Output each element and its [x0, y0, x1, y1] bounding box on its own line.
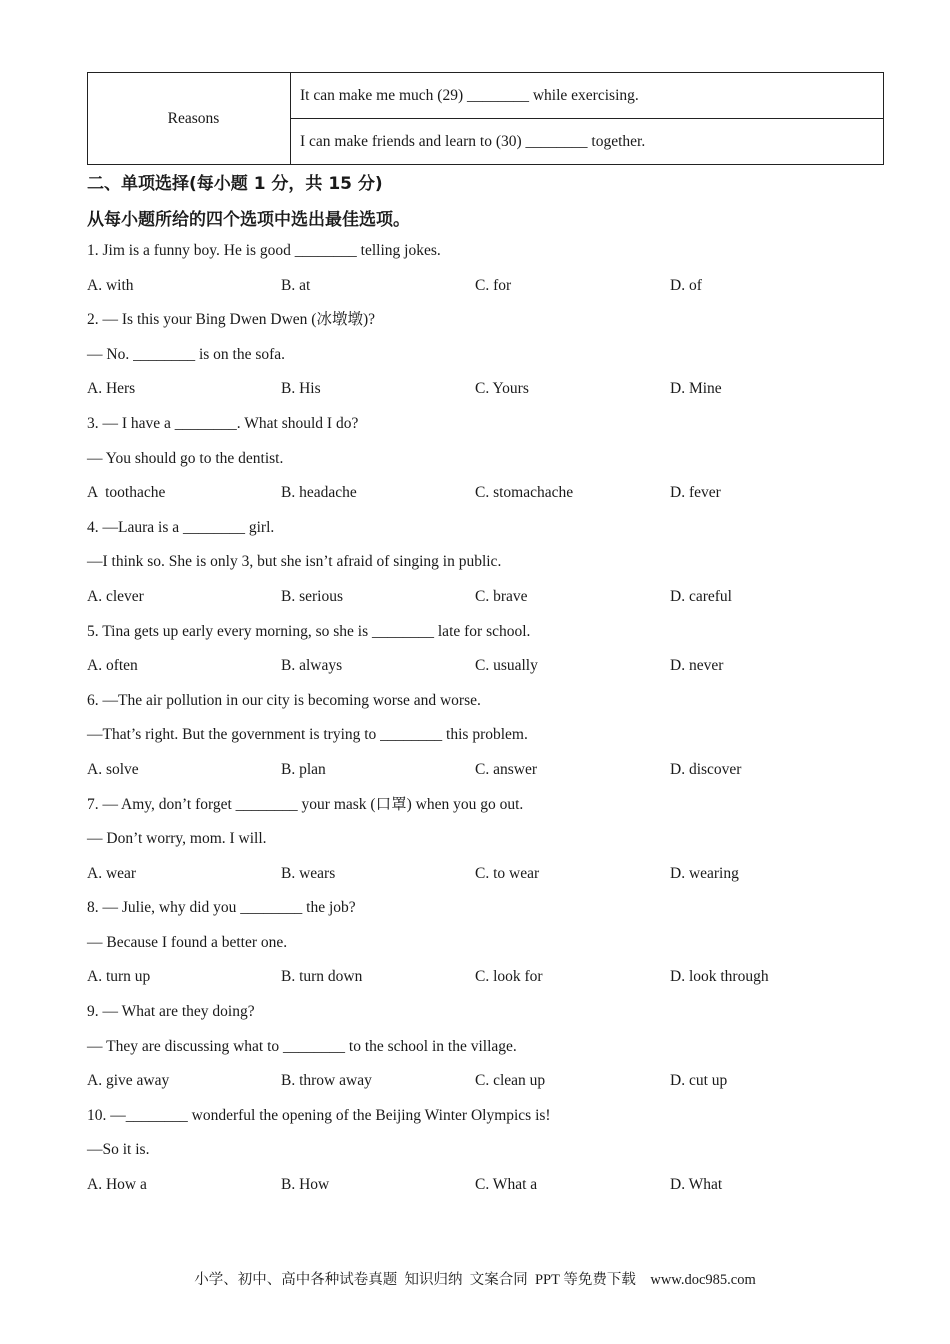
option-a: A. give away [87, 1072, 170, 1090]
option-a: A. Hers [87, 380, 136, 398]
question-dialogue-line: —That’s right. But the government is trying to ________ this problem. [87, 726, 528, 744]
question-list [87, 237, 867, 1206]
option-c: C. to wear [475, 864, 540, 882]
option-b: B. How [281, 1176, 330, 1194]
question-dialogue-line: —I think so. She is only 3, but she isn’t afraid of singing in public. [87, 553, 502, 571]
option-a: A. often [87, 657, 138, 675]
reason-row-30: I can make friends and learn to (30) ________ together. [291, 119, 884, 165]
option-c: C. look for [475, 968, 543, 986]
option-c: C. clean up [475, 1072, 546, 1090]
option-d: D. never [670, 657, 724, 675]
question-dialogue-line: —So it is. [87, 1141, 150, 1159]
option-c: C. brave [475, 587, 528, 605]
question-stem: 5. Tina gets up early every morning, so she is ________ late for school. [87, 622, 531, 640]
reason-row-29: It can make me much (29) ________ while exercising. [291, 73, 884, 119]
question-stem: 6. —The air pollution in our city is becoming worse and worse. [87, 691, 481, 709]
section-instruction: 从每小题所给的四个选项中选出最佳选项。 [87, 210, 410, 230]
option-d: D. careful [670, 587, 732, 605]
option-c: C. What a [475, 1176, 538, 1194]
question-stem: 1. Jim is a funny boy. He is good ________ telling jokes. [87, 242, 441, 259]
footer-text: 小学、初中、高中各种试卷真题 知识归纳 文案合同 PPT 等免费下载 www.doc985.com [194, 1272, 756, 1288]
question-5 [87, 618, 867, 687]
question-dialogue-line: — Don’t worry, mom. I will. [87, 830, 267, 848]
option-d: D. discover [670, 760, 742, 778]
question-4 [87, 514, 867, 618]
question-stem: 10. —________ wonderful the opening of the Beijing Winter Olympics is! [87, 1106, 551, 1124]
option-d: D. of [670, 276, 702, 294]
question-stem: 2. — Is this your Bing Dwen Dwen (冰墩墩)? [87, 311, 376, 329]
option-b: B. His [281, 380, 321, 398]
question-2 [87, 306, 867, 410]
answer-options [87, 860, 867, 895]
option-b: B. plan [281, 760, 326, 778]
option-d: D. cut up [670, 1072, 728, 1090]
option-d: D. What [670, 1176, 723, 1194]
answer-options [87, 1171, 867, 1206]
option-c: C. answer [475, 760, 537, 778]
reasons-label: Reasons [88, 73, 291, 165]
option-c: C. Yours [475, 380, 529, 398]
option-a: A. with [87, 276, 134, 294]
option-b: B. wears [281, 864, 336, 882]
option-c: C. stomachache [475, 484, 574, 502]
option-a: A. clever [87, 587, 144, 605]
answer-options [87, 1067, 867, 1102]
question-dialogue-line: — They are discussing what to ________ to the school in the village. [87, 1037, 517, 1055]
question-stem: 7. — Amy, don’t forget ________ your mask (口罩) when you go out. [87, 795, 524, 813]
question-stem: 4. —Laura is a ________ girl. [87, 518, 275, 536]
option-b: B. at [281, 276, 311, 294]
reasons-table [87, 72, 884, 165]
option-b: B. throw away [281, 1072, 372, 1090]
question-7 [87, 791, 867, 895]
section-title: 二、单项选择(每小题 1 分，共 15 分) [87, 174, 383, 194]
answer-options [87, 272, 867, 307]
question-9 [87, 998, 867, 1102]
question-1 [87, 237, 867, 306]
question-stem: 8. — Julie, why did you ________ the job? [87, 899, 356, 917]
question-dialogue-line: — Because I found a better one. [87, 933, 288, 951]
option-d: D. Mine [670, 380, 722, 398]
answer-options [87, 583, 867, 618]
question-10 [87, 1102, 867, 1206]
answer-options [87, 756, 867, 791]
question-8 [87, 894, 867, 998]
question-stem: 3. — I have a ________. What should I do? [87, 414, 359, 432]
question-dialogue-line: — No. ________ is on the sofa. [87, 345, 286, 363]
question-6 [87, 687, 867, 791]
option-a: A. wear [87, 864, 137, 882]
table-row [88, 73, 884, 119]
question-dialogue-line: — You should go to the dentist. [87, 449, 284, 467]
answer-options [87, 652, 867, 687]
option-c: C. usually [475, 657, 538, 675]
option-d: D. look through [670, 968, 769, 986]
option-b: B. headache [281, 484, 357, 502]
option-b: B. always [281, 657, 343, 675]
question-3 [87, 410, 867, 514]
option-a: A. solve [87, 760, 139, 778]
question-stem: 9. — What are they doing? [87, 1003, 255, 1021]
option-a: A. How a [87, 1176, 147, 1194]
option-c: C. for [475, 276, 512, 294]
answer-options [87, 479, 867, 514]
option-a: A. turn up [87, 968, 151, 986]
option-d: D. fever [670, 484, 721, 502]
answer-options [87, 963, 867, 998]
option-d: D. wearing [670, 864, 739, 882]
option-b: B. turn down [281, 968, 363, 986]
option-a: A toothache [87, 484, 166, 502]
answer-options [87, 375, 867, 410]
option-b: B. serious [281, 587, 343, 605]
